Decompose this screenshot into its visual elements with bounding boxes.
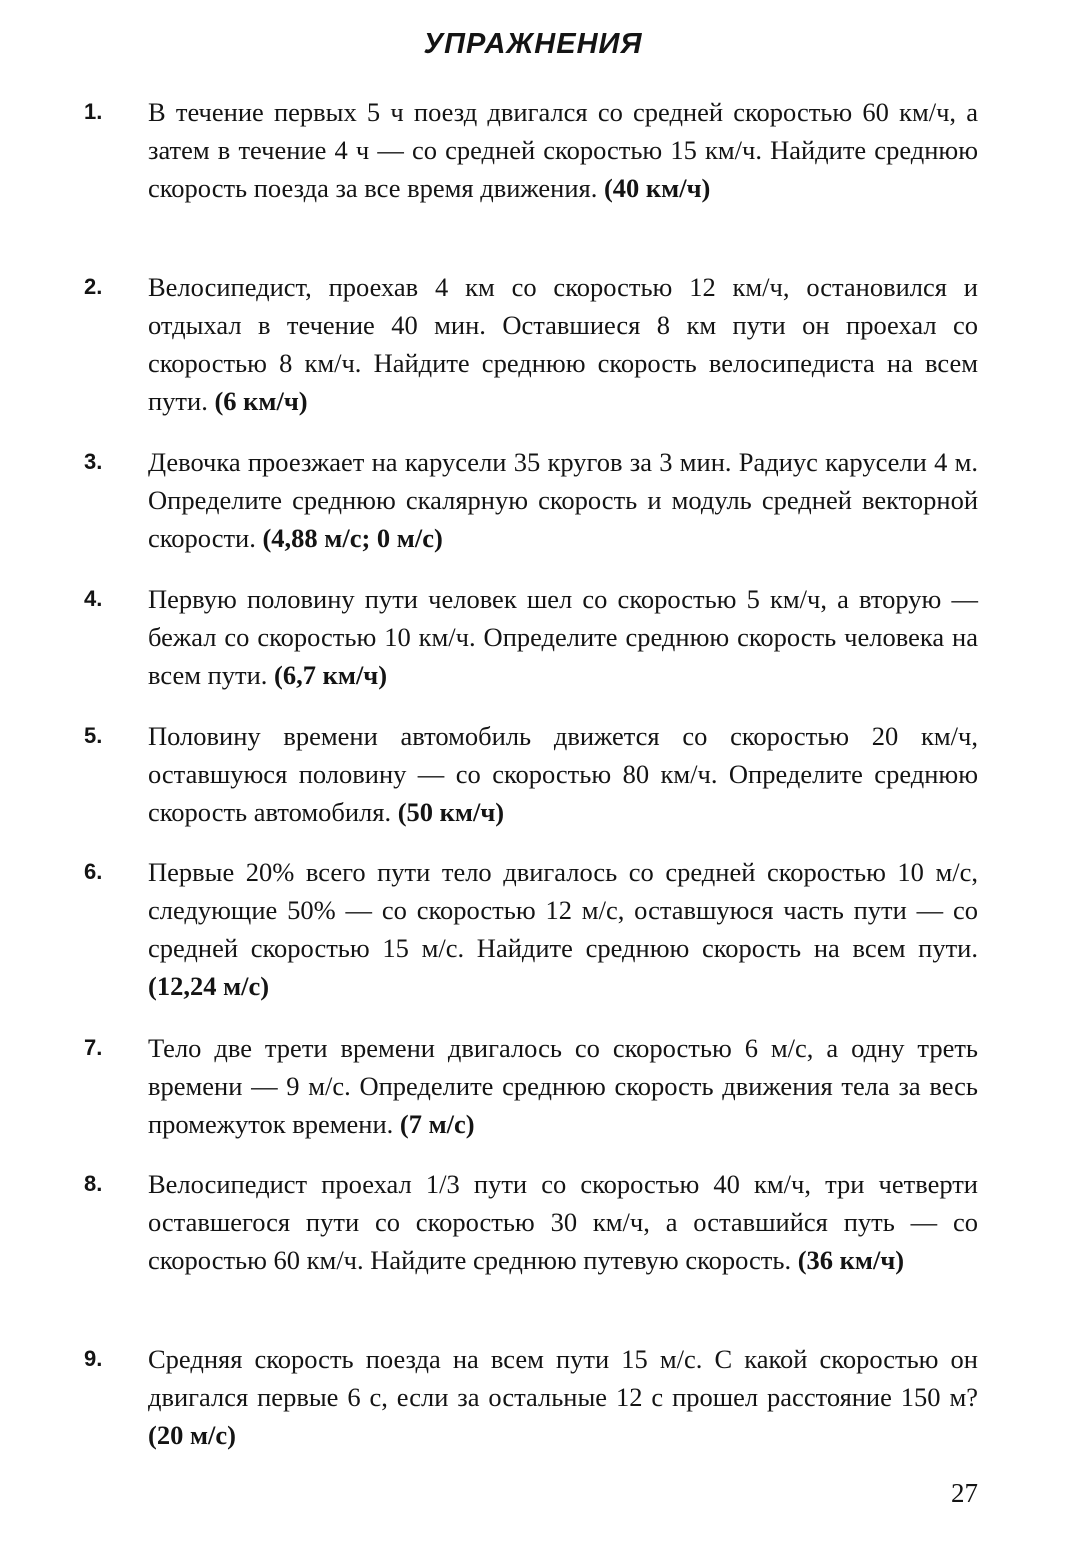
exercise-answer: (6,7 км/ч) [274,660,388,690]
exercise-problem: Первые 20% всего пути тело двигалось со средней скоростью 10 м/с, следующие 50% — со скоростью 12 м/с, оставшуюся часть пути — со средней скоростью 15 м/с. Найдите среднюю скорость на всем пути. [148,857,978,963]
exercise-problem: Первую половину пути человек шел со скоростью 5 км/ч, а вторую — бежал со скоростью 10 км/ч. Определите среднюю скорость человека на всем пути. [148,584,978,690]
exercise-number: 5. [84,723,103,748]
exercise-answer: (4,88 м/с; 0 м/с) [262,523,443,553]
exercise-number: 6. [84,859,103,884]
exercise-text [148,717,978,831]
exercise-number: 1. [84,99,103,124]
exercise-problem: Девочка проезжает на карусели 35 кругов за 3 мин. Радиус карусели 4 м. Определите среднюю скалярную скорость и модуль средней векторной скорости. [148,447,978,553]
exercise-answer: (6 км/ч) [214,386,308,416]
exercise-problem: Средняя скорость поезда на всем пути 15 м/с. С какой скоростью он двигался первые 6 с, если за остальные 12 с прошел расстояние 150 м? [148,1344,978,1412]
exercise-answer: (20 м/с) [148,1420,236,1450]
exercise-text [148,580,978,694]
exercise-answer: (7 м/с) [399,1109,475,1139]
exercise-answer: (12,24 м/с) [148,971,270,1001]
exercise-text [148,853,978,1005]
exercise-number: 2. [84,274,103,299]
exercise-answer: (36 км/ч) [797,1245,905,1275]
exercise-problem: Велосипедист, проехав 4 км со скоростью 12 км/ч, остановился и отдыхал в течение 40 мин. Оставшиеся 8 км пути он проехал со скоростью 8 км/ч. Найдите среднюю скорость велосипедиста на всем пути. [148,272,978,416]
exercise-number: 3. [84,449,103,474]
exercise-text [148,268,978,420]
exercise-answer: (50 км/ч) [397,797,505,827]
exercise-problem: В течение первых 5 ч поезд двигался со средней скоростью 60 км/ч, а затем в течение 4 ч — со средней скоростью 15 км/ч. Найдите среднюю скорость поезда за все время движения. [148,97,978,203]
exercise-number: 9. [84,1346,103,1371]
page-number: 27 [951,1478,978,1508]
exercise-problem: Тело две трети времени двигалось со скоростью 6 м/с, а одну треть времени — 9 м/с. Определите среднюю скорость движения тела за весь промежуток времени. [148,1033,978,1139]
section-title: УПРАЖНЕНИЯ [423,28,643,60]
exercise-text [148,443,978,557]
exercise-text [148,1340,978,1454]
exercise-number: 8. [84,1171,103,1196]
exercise-number: 4. [84,586,103,611]
exercise-problem: Велосипедист проехал 1/3 пути со скоростью 40 км/ч, три четверти оставшегося пути со скоростью 30 км/ч, а оставшийся путь — со скоростью 60 км/ч. Найдите среднюю путевую скорость. [148,1169,978,1275]
exercise-number: 7. [84,1035,103,1060]
exercise-text [148,93,978,207]
exercise-text [148,1029,978,1143]
exercise-text [148,1165,978,1279]
exercise-problem: Половину времени автомобиль движется со скоростью 20 км/ч, оставшуюся половину — со скоростью 80 км/ч. Определите среднюю скорость автомобиля. [148,721,978,827]
exercise-answer: (40 км/ч) [603,173,711,203]
